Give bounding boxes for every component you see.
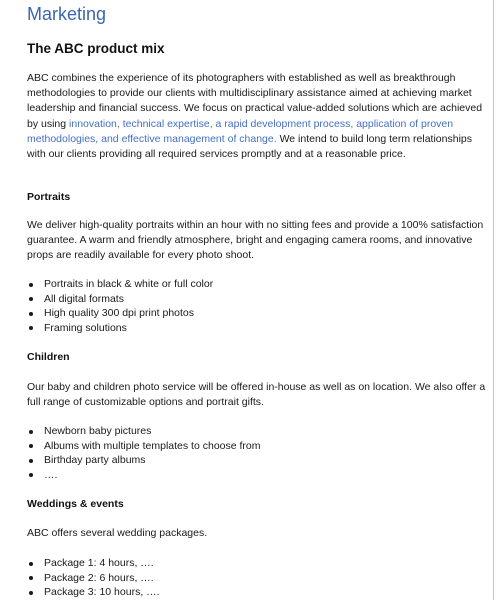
children-list [27, 424, 261, 482]
weddings-paragraph: ABC offers several wedding packages. [27, 527, 208, 539]
list-item: Newborn baby pictures [27, 424, 261, 439]
children-paragraph: Our baby and children photo service will be offered in-house as well as on location. We also offer a full range of customizable options and portrait gifts. [27, 381, 486, 409]
portraits-list [27, 277, 213, 335]
page-heading: Marketing [27, 4, 107, 24]
weddings-list [27, 556, 160, 600]
list-item: High quality 300 dpi print photos [27, 306, 213, 321]
section-title: The ABC product mix [27, 41, 165, 56]
intro-link[interactable]: innovation, technical expertise, a rapid development process, application of proven methodologies, and effective management of change. [27, 117, 454, 145]
list-item: Framing solutions [27, 321, 213, 336]
list-item: Birthday party albums [27, 453, 261, 468]
list-item: Package 1: 4 hours, …. [27, 556, 160, 571]
list-item: Albums with multiple templates to choose from [27, 439, 261, 454]
intro-text-end: We intend to build long term relationships with our clients providing all required services promptly and at a reasonable price. [27, 132, 472, 161]
portraits-heading: Portraits [27, 191, 71, 203]
list-item: All digital formats [27, 292, 213, 307]
list-item: Portraits in black & white or full color [27, 277, 213, 292]
intro-text-start: ABC combines the experience of its photographers with established as well as breakthrough methodologies to provide our clients with multidisciplinary assistance aimed at achieving market leadership and financial success. We focus on practical value-added solutions which are achieved by using [27, 72, 483, 130]
intro-paragraph [27, 71, 489, 162]
list-item: Package 3: 10 hours, …. [27, 585, 160, 600]
portraits-paragraph: We deliver high-quality portraits within an hour with no sitting fees and provide a 100% satisfaction guarantee. A warm and friendly atmosphere, bright and engaging camera rooms, and innovative props are readily available for every photo shoot. [27, 219, 484, 262]
weddings-heading: Weddings & events [27, 498, 124, 510]
list-item: …. [27, 468, 261, 483]
list-item: Package 2: 6 hours, …. [27, 571, 160, 586]
children-heading: Children [27, 351, 70, 363]
